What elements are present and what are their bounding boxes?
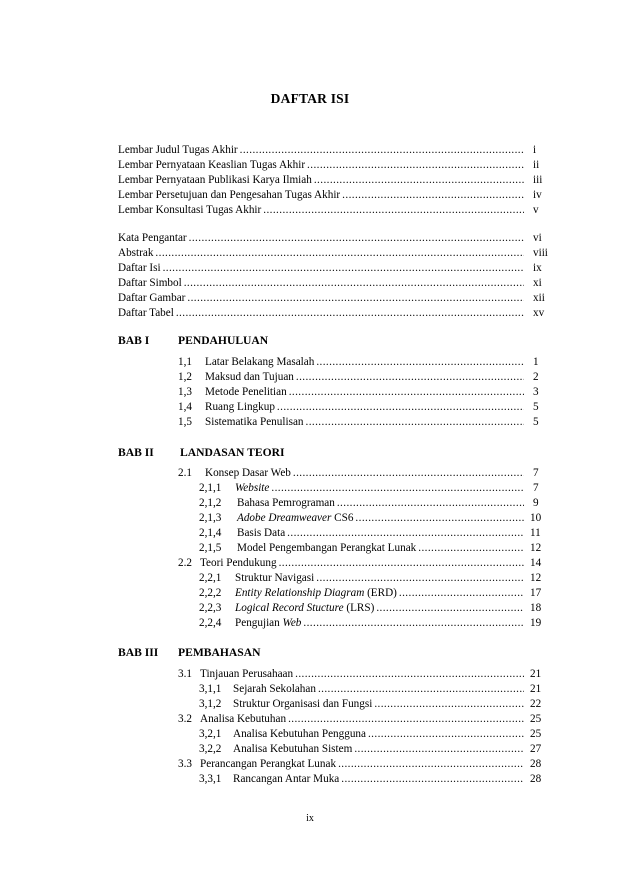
toc-entry [118, 246, 526, 261]
leader-dots [337, 496, 524, 511]
toc-entry [178, 466, 526, 481]
chapter-title: LANDASAN TEORI [180, 446, 285, 459]
toc-entry [199, 742, 526, 757]
chapter-code: BAB I [118, 334, 150, 347]
section-number: 2,2,2 [199, 587, 222, 599]
toc-entry-page: 5 [533, 416, 539, 428]
section-number: 1,2 [178, 371, 192, 383]
section-number: 2.2 [178, 557, 192, 569]
leader-dots [187, 291, 524, 306]
toc-entry-label: Struktur Navigasi [235, 572, 315, 584]
leader-dots [287, 526, 524, 541]
toc-entry [199, 526, 526, 541]
toc-entry [199, 772, 526, 787]
toc-entry [178, 712, 526, 727]
toc-entry-page: 25 [530, 713, 542, 725]
toc-entry-label: Analisa Kebutuhan [200, 713, 287, 725]
section-number: 2,2,3 [199, 602, 222, 614]
section-number: 2,1,5 [199, 542, 222, 554]
toc-entry [199, 496, 526, 511]
toc-entry-page: 1 [533, 356, 539, 368]
toc-entry-page: 21 [530, 683, 542, 695]
toc-entry-label-italic: Logical Record Stucture [235, 602, 344, 614]
toc-entry-label: Maksud dan Tujuan [205, 371, 294, 383]
section-number: 2,2,1 [199, 572, 222, 584]
toc-entry-label-rest: (ERD) [364, 587, 397, 599]
toc-entry-label-italic: Entity Relationship Diagram [235, 587, 365, 599]
toc-entry-label-plain: Pengujian [235, 617, 283, 629]
toc-entry [118, 203, 526, 218]
toc-entry-page: xv [533, 307, 545, 319]
section-number: 3.1 [178, 668, 192, 680]
toc-entry [178, 355, 526, 370]
toc-entry-page: iv [533, 189, 542, 201]
leader-dots [303, 616, 524, 631]
leader-dots [295, 667, 524, 682]
toc-entry [178, 400, 526, 415]
toc-entry-label-italic: Adobe Dreamweaver [237, 512, 332, 524]
toc-entry-page: 22 [530, 698, 542, 710]
toc-entry [178, 385, 526, 400]
toc-entry-label: Lembar Konsultasi Tugas Akhir [118, 204, 262, 216]
toc-entry-page: viii [533, 247, 548, 259]
section-number: 1,4 [178, 401, 192, 413]
toc-entry [118, 143, 526, 158]
toc-entry-page: v [533, 204, 539, 216]
toc-entry-label: Tinjauan Perusahaan [200, 668, 294, 680]
toc-entry [118, 291, 526, 306]
toc-entry [199, 601, 526, 616]
leader-dots [418, 541, 524, 556]
toc-entry [118, 306, 526, 321]
toc-entry [178, 370, 526, 385]
toc-entry-label: Metode Penelitian [205, 386, 287, 398]
leader-dots [189, 231, 524, 246]
toc-entry [199, 616, 526, 631]
toc-entry-page: 7 [533, 482, 539, 494]
toc-entry-page: 25 [530, 728, 542, 740]
toc-entry-label: Lembar Judul Tugas Akhir [118, 144, 238, 156]
toc-entry [199, 481, 526, 496]
toc-entry [199, 541, 526, 556]
toc-entry-label: Konsep Dasar Web [205, 467, 291, 479]
toc-entry-label: Latar Belakang Masalah [205, 356, 315, 368]
toc-entry [178, 415, 526, 430]
chapter-title: PEMBAHASAN [178, 646, 261, 659]
toc-entry-label: Lembar Pernyataan Publikasi Karya Ilmiah [118, 174, 312, 186]
leader-dots [314, 173, 524, 188]
chapter-title: PENDAHULUAN [178, 334, 269, 347]
toc-entry [178, 556, 526, 571]
toc-entry [118, 231, 526, 246]
leader-dots [374, 697, 524, 712]
toc-entry [118, 158, 526, 173]
leader-dots [279, 556, 524, 571]
toc-entry-label: Sejarah Sekolahan [233, 683, 316, 695]
toc-entry [118, 276, 526, 291]
toc-entry-label-italic: Web [282, 617, 302, 629]
toc-entry-label: Struktur Organisasi dan Fungsi [233, 698, 373, 710]
toc-entry-label: Abstrak [118, 247, 154, 259]
leader-dots [316, 571, 524, 586]
toc-entry-label: Sistematika Penulisan [205, 416, 304, 428]
leader-dots [184, 276, 524, 291]
toc-entry [118, 261, 526, 276]
toc-entry-page: 2 [533, 371, 539, 383]
leader-dots [296, 370, 524, 385]
toc-entry-label: Kata Pengantar [118, 232, 187, 244]
toc-entry-page: 27 [530, 743, 542, 755]
toc-entry-label: Analisa Kebutuhan Sistem [233, 743, 353, 755]
chapter-code: BAB II [118, 446, 154, 459]
toc-entry-page: iii [533, 174, 543, 186]
leader-dots [306, 415, 524, 430]
toc-entry [199, 571, 526, 586]
section-number: 3,2,1 [199, 728, 222, 740]
toc-entry [118, 188, 526, 203]
toc-entry [199, 697, 526, 712]
toc-entry-page: vi [533, 232, 542, 244]
section-number: 1,1 [178, 356, 192, 368]
section-number: 1,5 [178, 416, 192, 428]
toc-entry [118, 173, 526, 188]
toc-entry [178, 757, 526, 772]
section-number: 3.2 [178, 713, 192, 725]
section-number: 3,3,1 [199, 773, 222, 785]
toc-entry-page: 14 [530, 557, 542, 569]
leader-dots [341, 772, 524, 787]
section-number: 3,2,2 [199, 743, 222, 755]
toc-entry-page: 21 [530, 668, 542, 680]
toc-entry [199, 511, 526, 526]
leader-dots [338, 757, 524, 772]
toc-entry-label: Model Pengembangan Perangkat Lunak [237, 542, 417, 554]
chapter-code: BAB III [118, 646, 159, 659]
toc-entry-label: Daftar Simbol [118, 277, 182, 289]
leader-dots [277, 400, 524, 415]
toc-entry-label: Lembar Pernyataan Keaslian Tugas Akhir [118, 159, 306, 171]
leader-dots [376, 601, 524, 616]
leader-dots [318, 682, 524, 697]
leader-dots [155, 246, 524, 261]
toc-entry-page: 28 [530, 758, 542, 770]
toc-entry-label: Perancangan Perangkat Lunak [200, 758, 337, 770]
page-title: DAFTAR ISI [270, 91, 350, 106]
toc-entry-page: 10 [530, 512, 542, 524]
toc-entry-page: 12 [530, 572, 542, 584]
leader-dots [316, 355, 524, 370]
toc-entry-page: 17 [530, 587, 542, 599]
leader-dots [289, 385, 524, 400]
toc-entry-label: Bahasa Pemrograman [237, 497, 335, 509]
toc-entry-label-rest: CS6 [331, 512, 354, 524]
leader-dots [342, 188, 524, 203]
leader-dots [271, 481, 524, 496]
toc-entry-page: 28 [530, 773, 542, 785]
section-number: 2,1,3 [199, 512, 222, 524]
section-number: 3,1,2 [199, 698, 222, 710]
toc-entry-page: 3 [533, 386, 539, 398]
leader-dots [176, 306, 524, 321]
section-number: 2,2,4 [199, 617, 222, 629]
toc-entry-page: i [533, 144, 537, 156]
toc-entry-label: Daftar Isi [118, 262, 161, 274]
toc-entry-label: Rancangan Antar Muka [233, 773, 340, 785]
toc-entry-page: xi [533, 277, 542, 289]
toc-entry-page: 7 [533, 467, 539, 479]
toc-entry-label: Analisa Kebutuhan Pengguna [233, 728, 366, 740]
leader-dots [263, 203, 524, 218]
toc-entry-label: Lembar Persetujuan dan Pengesahan Tugas Akhir [118, 189, 341, 201]
leader-dots [293, 466, 524, 481]
toc-entry-page: 11 [530, 527, 541, 539]
toc-entry-page: 9 [533, 497, 539, 509]
toc-entry-page: xii [533, 292, 545, 304]
toc-entry-label: Daftar Gambar [118, 292, 186, 304]
section-number: 2.1 [178, 467, 192, 479]
section-number: 2,1,2 [199, 497, 222, 509]
toc-entry-page: ix [533, 262, 542, 274]
toc-entry-page: 18 [530, 602, 542, 614]
toc-entry [199, 586, 526, 601]
leader-dots [163, 261, 524, 276]
leader-dots [288, 712, 524, 727]
section-number: 3.3 [178, 758, 192, 770]
toc-entry-label: Teori Pendukung [200, 557, 277, 569]
toc-entry [199, 727, 526, 742]
footer-page-number: ix [306, 813, 314, 824]
leader-dots [240, 143, 524, 158]
toc-entry-label: Ruang Lingkup [205, 401, 275, 413]
leader-dots [368, 727, 524, 742]
toc-entry-label-rest: (LRS) [343, 602, 375, 614]
leader-dots [354, 742, 524, 757]
leader-dots [399, 586, 524, 601]
toc-entry [199, 682, 526, 697]
leader-dots [355, 511, 524, 526]
toc-entry-label: Website [235, 482, 270, 494]
toc-entry-page: ii [533, 159, 540, 171]
leader-dots [307, 158, 524, 173]
toc-entry-label: Daftar Tabel [118, 307, 174, 319]
section-number: 3,1,1 [199, 683, 222, 695]
toc-entry-page: 5 [533, 401, 539, 413]
toc-entry-page: 19 [530, 617, 542, 629]
toc-entry-label: Basis Data [237, 527, 286, 539]
section-number: 2,1,4 [199, 527, 222, 539]
section-number: 2,1,1 [199, 482, 222, 494]
toc-entry-page: 12 [530, 542, 542, 554]
toc-entry [178, 667, 526, 682]
section-number: 1,3 [178, 386, 192, 398]
